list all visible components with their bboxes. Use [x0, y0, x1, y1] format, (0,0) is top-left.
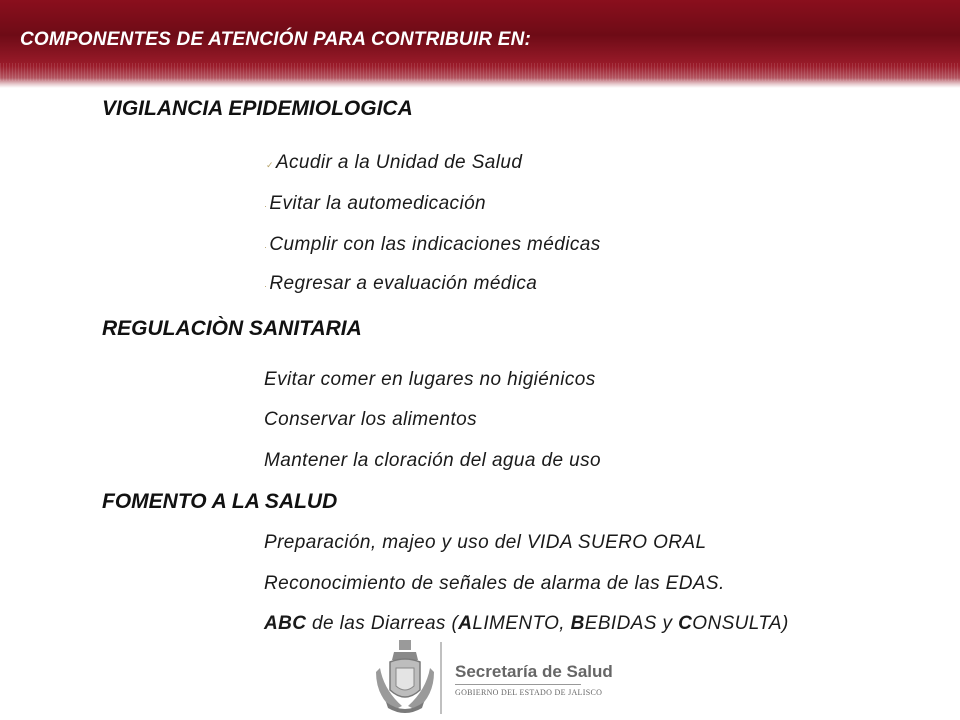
section-title-fomento: FOMENTO A LA SALUD — [102, 490, 338, 513]
check-icon: · — [264, 242, 268, 252]
check-icon: · — [264, 281, 268, 291]
list-item: ✓ Acudir a la Unidad de Salud — [266, 152, 523, 173]
list-item: Preparación, majeo y uso del VIDA SUERO ORAL — [264, 532, 707, 553]
list-item: · Regresar a evaluación médica — [264, 273, 538, 294]
check-icon: ✓ — [266, 160, 274, 170]
list-item: · Evitar la automedicación — [264, 193, 487, 214]
list-item-abc: ABC de las Diarreas (ALIMENTO, BEBIDAS y CONSULTA) — [264, 613, 789, 634]
check-icon: · — [264, 201, 268, 211]
logo-subtitle: GOBIERNO DEL ESTADO DE JALISCO — [455, 688, 603, 697]
section-title-vigilancia: VIGILANCIA EPIDEMIOLOGICA — [102, 97, 413, 120]
header-title: COMPONENTES DE ATENCIÓN PARA CONTRIBUIR EN: — [20, 29, 532, 50]
logo-divider — [440, 642, 442, 714]
list-item: Conservar los alimentos — [264, 409, 478, 430]
header-fade — [0, 78, 960, 88]
list-item: Reconocimiento de señales de alarma de las EDAS. — [264, 573, 725, 594]
logo-name: Secretaría de Salud — [455, 662, 613, 681]
logo-rule — [455, 684, 581, 685]
list-item: · Cumplir con las indicaciones médicas — [264, 234, 601, 255]
list-item: Evitar comer en lugares no higiénicos — [264, 369, 596, 390]
coat-of-arms-icon — [372, 638, 438, 718]
section-title-regulacion: REGULACIÒN SANITARIA — [102, 317, 362, 340]
header-banner — [0, 0, 960, 88]
list-item: Mantener la cloración del agua de uso — [264, 450, 601, 471]
